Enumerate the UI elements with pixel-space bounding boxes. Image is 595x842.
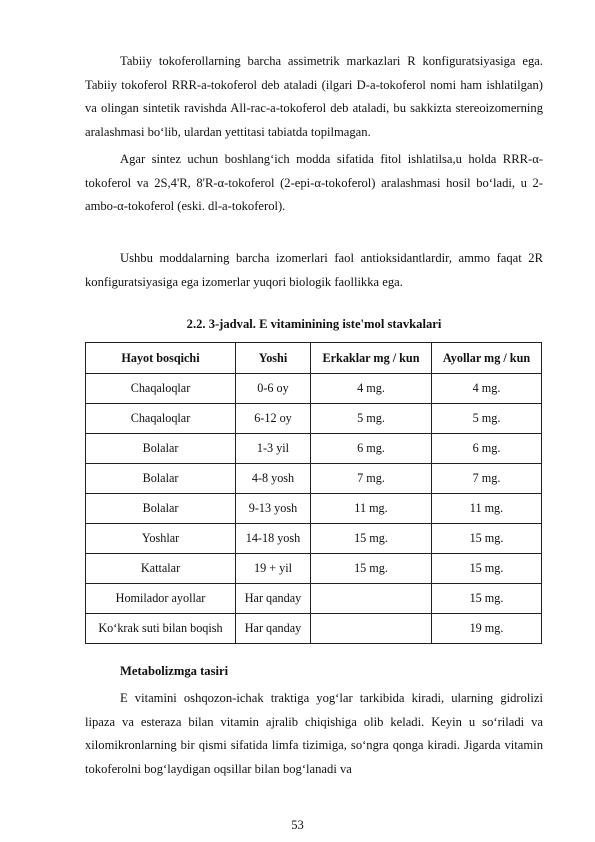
cell-women: 15 mg. [432,584,542,614]
header-women: Ayollar mg / kun [432,343,542,374]
cell-men [311,584,432,614]
cell-age: Har qanday [236,614,311,644]
table-row [86,374,542,404]
cell-age: 0-6 oy [236,374,311,404]
cell-men: 15 mg. [311,554,432,584]
cell-age: 6-12 oy [236,404,311,434]
cell-life-stage: Bolalar [86,464,236,494]
page-number: 53 [291,818,304,832]
section-heading: Metabolizmga tasiri [120,664,229,678]
cell-men: 6 mg. [311,434,432,464]
header-men: Erkaklar mg / kun [311,343,432,374]
table-row [86,524,542,554]
cell-men: 7 mg. [311,464,432,494]
cell-women: 6 mg. [432,434,542,464]
intake-table [85,342,542,644]
header-age: Yoshi [236,343,311,374]
cell-life-stage: Ko‘krak suti bilan boqish [86,614,236,644]
paragraph-1: Tabiiy tokoferollarning barcha assimetrik markazlari R konfiguratsiyasiga ega. Tabiiy tokoferol RRR-a-tokoferol deb ataladi (ilgari D-a-tokoferol nomi ham ishlatilgan) va olingan sintetik ravishda All-rac-a-tokoferol deb ataladi, bu sakkizta stereoizomerning aralashmasi bo‘lib, ulardan yettitasi tabiatda topilmagan. [85,54,543,139]
cell-men: 5 mg. [311,404,432,434]
cell-life-stage: Yoshlar [86,524,236,554]
cell-age: 4-8 yosh [236,464,311,494]
cell-men: 4 mg. [311,374,432,404]
table-row [86,584,542,614]
header-life-stage: Hayot bosqichi [86,343,236,374]
cell-life-stage: Chaqaloqlar [86,404,236,434]
cell-age: 9-13 yosh [236,494,311,524]
cell-women: 7 mg. [432,464,542,494]
cell-age: 14-18 yosh [236,524,311,554]
cell-men: 15 mg. [311,524,432,554]
table-row [86,464,542,494]
cell-women: 15 mg. [432,524,542,554]
cell-age: 1-3 yil [236,434,311,464]
cell-women: 5 mg. [432,404,542,434]
cell-women: 4 mg. [432,374,542,404]
cell-men: 11 mg. [311,494,432,524]
table-header-row [86,343,542,374]
table-caption: 2.2. 3-jadval. E vitaminining iste'mol stavkalari [186,317,442,331]
cell-life-stage: Bolalar [86,434,236,464]
table-row [86,404,542,434]
cell-age: 19 + yil [236,554,311,584]
cell-women: 11 mg. [432,494,542,524]
paragraph-2: Agar sintez uchun boshlang‘ich modda sifatida fitol ishlatilsa,u holda RRR-α-tokoferol va 2S,4'R, 8'R-α-tokoferol (2-epi-α-tokoferol) aralashmasi hosil bo‘ladi, u 2-ambo-α-tokoferol (eski. dl-a-tokoferol). [85,152,543,214]
table-row [86,554,542,584]
cell-women: 15 mg. [432,554,542,584]
cell-life-stage: Bolalar [86,494,236,524]
paragraph-4: E vitamini oshqozon-ichak traktiga yog‘lar tarkibida kiradi, ularning gidrolizi lipaza va esteraza bilan vitamin ajralib chiqishiga olib keladi. Keyin u so‘riladi va xilomikronlarning bir qismi sifatida limfa tizimiga, so‘ngra qonga kiradi. Jigarda vitamin tokoferolni bog‘laydigan oqsillar bilan bog‘lanadi va [85,691,543,776]
cell-men [311,614,432,644]
paragraph-3: Ushbu moddalarning barcha izomerlari faol antioksidantlardir, ammo faqat 2R konfiguratsiyasiga ega izomerlar yuqori biologik faollikka ega. [85,251,543,289]
table-row [86,614,542,644]
cell-life-stage: Homilador ayollar [86,584,236,614]
cell-life-stage: Chaqaloqlar [86,374,236,404]
table-row [86,434,542,464]
cell-age: Har qanday [236,584,311,614]
table-row [86,494,542,524]
cell-women: 19 mg. [432,614,542,644]
cell-life-stage: Kattalar [86,554,236,584]
